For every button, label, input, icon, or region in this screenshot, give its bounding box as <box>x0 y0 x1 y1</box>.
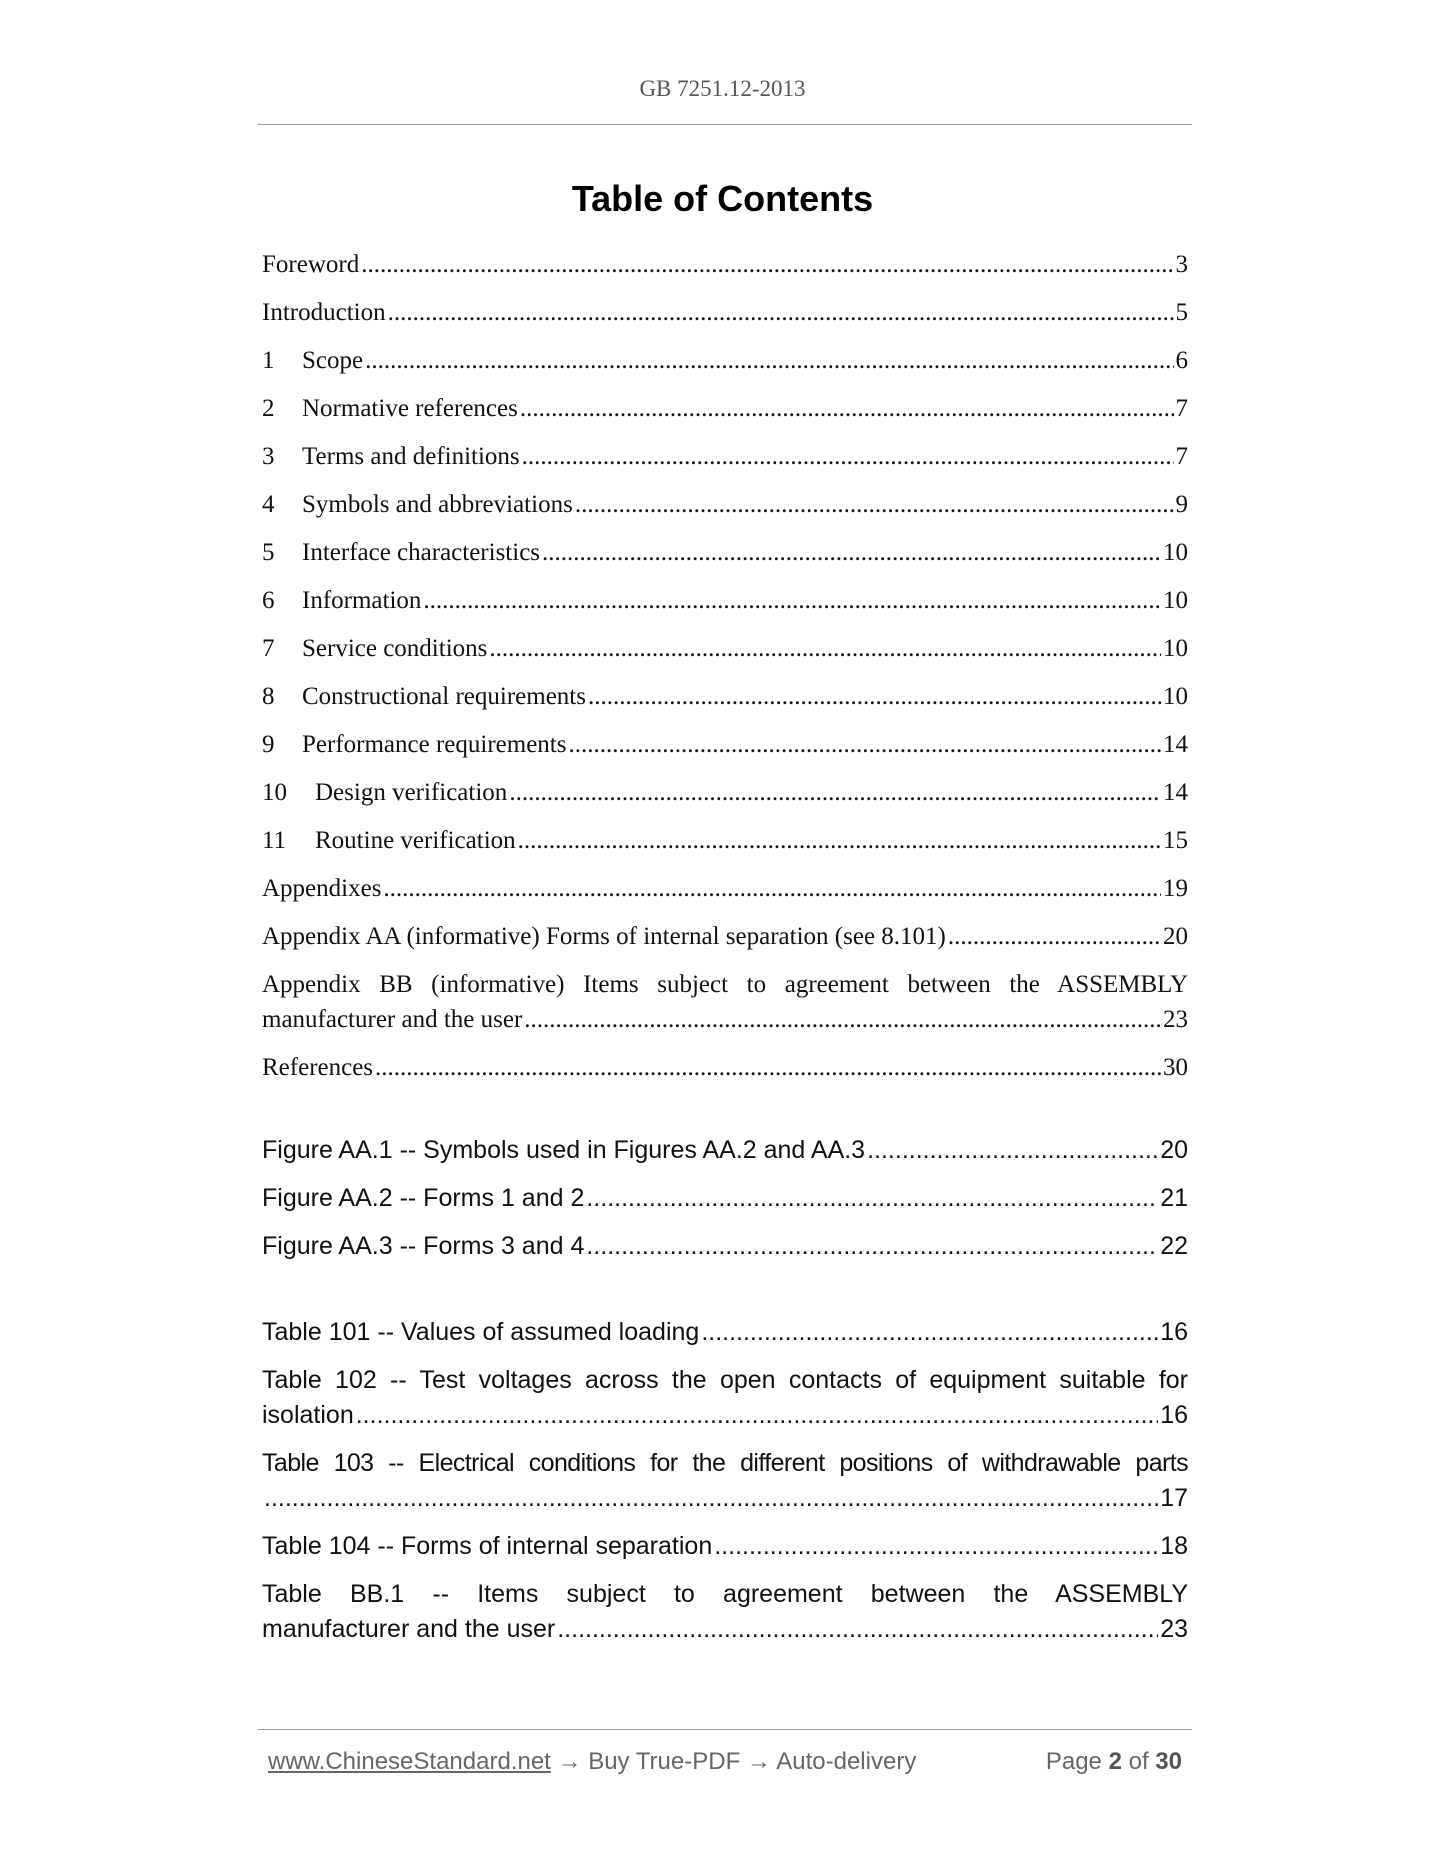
dot-leader <box>388 295 1174 330</box>
current-page-number: 2 <box>1108 1748 1122 1775</box>
toc-page: 23 <box>1163 1006 1188 1033</box>
dot-leader <box>948 919 1161 954</box>
footer-rule <box>258 1729 1192 1730</box>
figure-label: Figure AA.1 -- Symbols used in Figures AA.2 and AA.3 <box>262 1136 866 1164</box>
toc-entry-service-conditions[interactable] <box>262 631 1188 666</box>
dot-leader <box>509 775 1161 810</box>
table-entry-104[interactable] <box>262 1529 1188 1564</box>
toc-label-line2: manufacturer and the user <box>262 1006 523 1033</box>
toc-entry-interface-characteristics[interactable] <box>262 535 1188 570</box>
figure-page: 20 <box>1160 1136 1188 1164</box>
dot-leader <box>867 1133 1158 1168</box>
document-code-header: GB 7251.12-2013 <box>639 76 806 101</box>
toc-entry-scope[interactable] <box>262 343 1188 378</box>
toc-entry-design-verification[interactable] <box>262 775 1188 810</box>
toc-page: 10 <box>1163 539 1188 566</box>
toc-label: Foreword <box>262 251 360 278</box>
figure-entry-aa3[interactable] <box>262 1229 1188 1264</box>
section-number: 6 <box>262 587 275 614</box>
toc-page: 14 <box>1163 731 1188 758</box>
table-label-line1: Table BB.1 -- Items subject to agreement between the ASSEMBLY <box>262 1580 1188 1608</box>
toc-label: Information <box>302 587 422 614</box>
table-label-line1: Table 103 -- Electrical conditions for the different positions of withdrawable parts <box>262 1449 1188 1477</box>
dot-leader <box>714 1529 1158 1564</box>
toc-entry-routine-verification[interactable] <box>262 823 1188 858</box>
table-entry-101[interactable] <box>262 1315 1188 1350</box>
toc-label: References <box>262 1054 374 1081</box>
dot-leader <box>588 679 1161 714</box>
toc-label: Terms and definitions <box>302 443 520 470</box>
figure-entry-aa2[interactable] <box>262 1181 1188 1216</box>
toc-entry-foreword[interactable] <box>262 247 1188 282</box>
dot-leader <box>568 727 1161 762</box>
dot-leader <box>586 1181 1158 1216</box>
page-title: Table of Contents <box>571 178 874 219</box>
toc-entry-terms-and-definitions[interactable] <box>262 439 1188 474</box>
section-number: 2 <box>262 395 275 422</box>
website-link[interactable]: www.ChineseStandard.net <box>268 1748 551 1775</box>
page-indicator <box>1046 1748 1182 1776</box>
toc-label: Performance requirements <box>302 731 567 758</box>
dot-leader <box>361 247 1173 282</box>
section-number: 8 <box>262 683 275 710</box>
dot-leader <box>522 439 1174 474</box>
toc-page: 10 <box>1163 587 1188 614</box>
dot-leader <box>383 871 1161 906</box>
table-label-line2: isolation <box>262 1401 354 1429</box>
section-number: 7 <box>262 635 275 662</box>
dot-leader <box>586 1229 1158 1264</box>
dot-leader <box>264 1481 1158 1516</box>
dot-leader <box>356 1398 1158 1433</box>
section-number: 5 <box>262 539 275 566</box>
table-label-line2: manufacturer and the user <box>262 1615 556 1643</box>
toc-page: 3 <box>1175 251 1188 278</box>
toc-page: 6 <box>1175 347 1188 374</box>
toc-page: 30 <box>1163 1054 1188 1081</box>
toc-label: Appendix AA (informative) Forms of internal separation (see 8.101) <box>262 923 946 950</box>
header-rule <box>258 124 1192 125</box>
dot-leader <box>520 391 1174 426</box>
toc-page: 20 <box>1163 923 1188 950</box>
toc-label: Appendixes <box>262 875 382 902</box>
section-number: 3 <box>262 443 275 470</box>
dot-leader <box>542 535 1161 570</box>
toc-page: 19 <box>1163 875 1188 902</box>
toc-page: 9 <box>1175 491 1188 518</box>
toc-label: Routine verification <box>315 827 516 854</box>
toc-entry-references[interactable] <box>262 1050 1188 1085</box>
section-number: 1 <box>262 347 275 374</box>
dot-leader <box>701 1315 1158 1350</box>
figure-entry-aa1[interactable] <box>262 1133 1188 1168</box>
dot-leader <box>375 1050 1161 1085</box>
toc-entry-symbols-and-abbreviations[interactable] <box>262 487 1188 522</box>
toc-label-line1: Appendix BB (informative) Items subject to agreement between the ASSEMBLY <box>262 971 1188 998</box>
toc-label: Design verification <box>315 779 508 806</box>
figure-label: Figure AA.3 -- Forms 3 and 4 <box>262 1232 585 1260</box>
table-page: 23 <box>1160 1615 1188 1643</box>
buy-true-pdf-text: Buy True-PDF <box>588 1748 741 1775</box>
dot-leader <box>575 487 1174 522</box>
dot-leader <box>489 631 1161 666</box>
toc-label: Normative references <box>302 395 518 422</box>
page-footer <box>268 1748 1182 1784</box>
section-number: 4 <box>262 491 275 518</box>
toc-page: 15 <box>1163 827 1188 854</box>
toc-entry-normative-references[interactable] <box>262 391 1188 426</box>
table-entry-103[interactable] <box>262 1446 1188 1516</box>
toc-entry-introduction[interactable] <box>262 295 1188 330</box>
auto-delivery-text: Auto-delivery <box>776 1748 917 1775</box>
section-number: 10 <box>262 779 287 806</box>
toc-label: Introduction <box>262 299 386 326</box>
toc-entry-appendixes[interactable] <box>262 871 1188 906</box>
section-number: 9 <box>262 731 275 758</box>
table-page: 16 <box>1160 1401 1188 1429</box>
toc-label: Symbols and abbreviations <box>302 491 573 518</box>
section-number: 11 <box>262 827 287 854</box>
table-label: Table 101 -- Values of assumed loading <box>262 1318 700 1346</box>
toc-entry-performance-requirements[interactable] <box>262 727 1188 762</box>
total-page-number: 30 <box>1155 1748 1182 1775</box>
toc-page: 10 <box>1163 683 1188 710</box>
dot-leader <box>524 1002 1161 1037</box>
dot-leader <box>557 1612 1158 1647</box>
toc-label: Scope <box>302 347 364 374</box>
toc-label: Service conditions <box>302 635 488 662</box>
toc-page: 5 <box>1175 299 1188 326</box>
table-page: 18 <box>1160 1532 1188 1560</box>
toc-entry-appendix-aa[interactable] <box>262 919 1188 954</box>
page-word: Page <box>1045 1748 1102 1775</box>
toc-entry-constructional-requirements[interactable] <box>262 679 1188 714</box>
of-word: of <box>1128 1748 1149 1775</box>
toc-entry-information[interactable] <box>262 583 1188 618</box>
toc-label: Constructional requirements <box>302 683 586 710</box>
table-entry-102[interactable] <box>262 1363 1188 1433</box>
table-page: 16 <box>1160 1318 1188 1346</box>
toc-page: 14 <box>1163 779 1188 806</box>
arrow-right-icon: → <box>557 1748 582 1775</box>
dot-leader <box>423 583 1161 618</box>
toc-page: 7 <box>1175 395 1188 422</box>
table-label: Table 104 -- Forms of internal separation <box>262 1532 713 1560</box>
table-page: 17 <box>1160 1484 1188 1512</box>
dot-leader <box>518 823 1161 858</box>
toc-label: Interface characteristics <box>302 539 541 566</box>
toc-entry-appendix-bb[interactable] <box>262 967 1188 1037</box>
toc-page: 7 <box>1175 443 1188 470</box>
table-label-line1: Table 102 -- Test voltages across the open contacts of equipment suitable for <box>262 1366 1188 1394</box>
table-entry-bb1[interactable] <box>262 1577 1188 1647</box>
arrow-right-icon: → <box>746 1748 771 1775</box>
figure-label: Figure AA.2 -- Forms 1 and 2 <box>262 1184 585 1212</box>
dot-leader <box>365 343 1173 378</box>
toc-page: 10 <box>1163 635 1188 662</box>
figure-page: 21 <box>1160 1184 1188 1212</box>
figure-page: 22 <box>1160 1232 1188 1260</box>
